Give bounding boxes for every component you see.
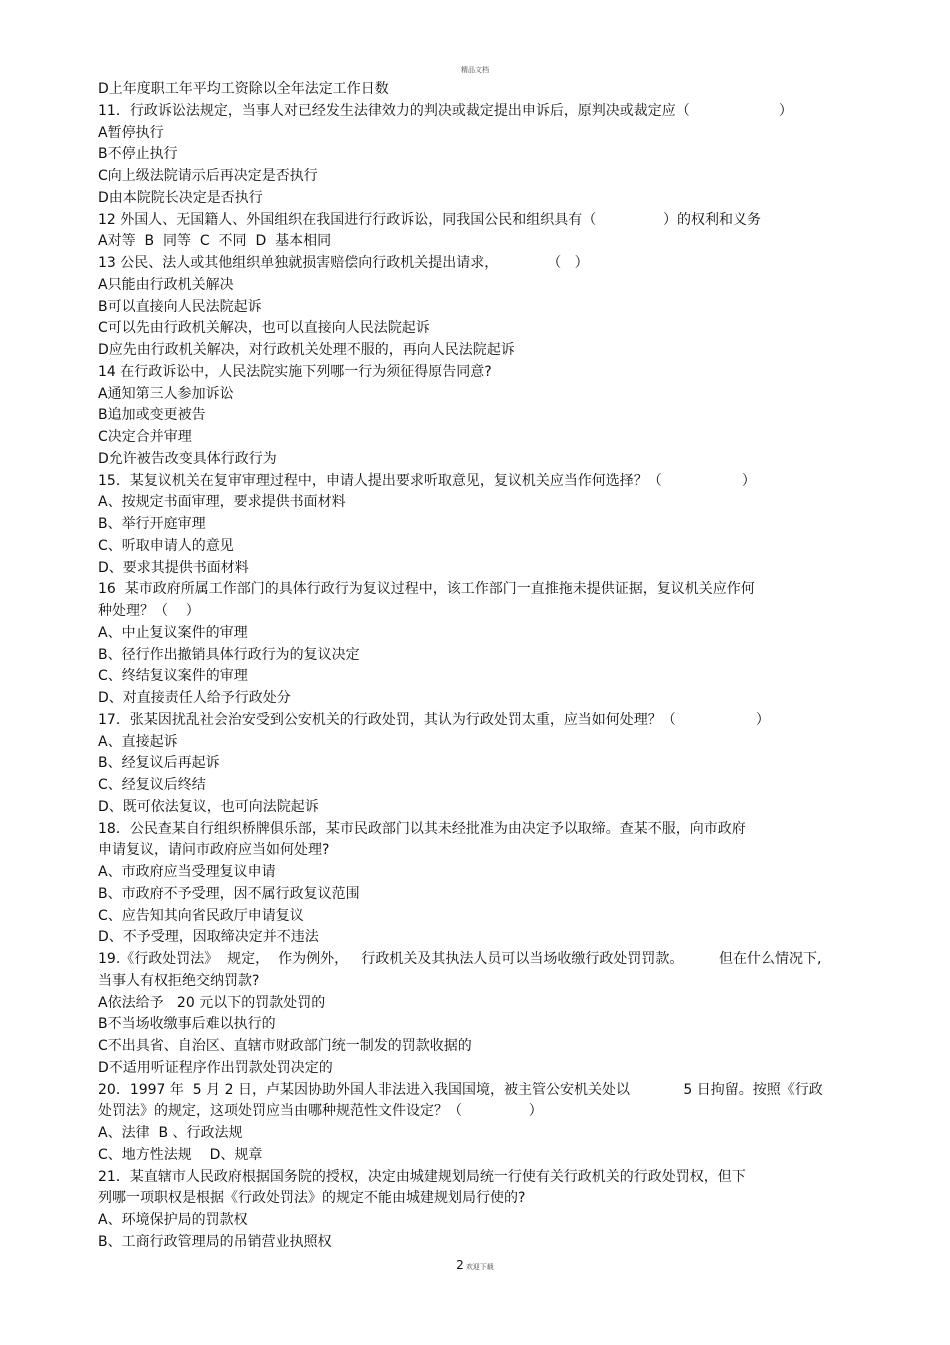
text-line: C向上级法院请示后再决定是否执行 bbox=[98, 168, 318, 184]
page-footer bbox=[0, 1258, 950, 1274]
text-line: C、经复议后终结 bbox=[98, 777, 206, 793]
text-line: C、终结复议案件的审理 bbox=[98, 668, 248, 685]
text-line: A、市政府应当受理复议申请 bbox=[98, 864, 276, 880]
text-line: B、举行开庭审理 bbox=[98, 516, 206, 532]
text-line: B可以直接向人民法院起诉 bbox=[98, 298, 262, 315]
text-line: B、径行作出撤销具体行政行为的复议决定 bbox=[98, 646, 360, 663]
page-header: 精品文档 bbox=[461, 66, 489, 74]
text-line: D上年度职工年平均工资除以全年法定工作日数 bbox=[98, 81, 389, 97]
text-line: 15．某复议机关在复审审理过程中，申请人提出要求听取意见，复议机关应当作何选择？（ ） bbox=[98, 472, 756, 489]
document-body bbox=[98, 79, 888, 1254]
text-line: 14 在行政诉讼中，人民法院实施下列哪一行为须征得原告同意? bbox=[98, 363, 492, 380]
text-line: 处罚法》的规定，这项处罚应当由哪种规范性文件设定？（ ） bbox=[98, 1103, 543, 1120]
text-line: 16 某市政府所属工作部门的具体行政行为复议过程中，该工作部门一直推拖未提供证据，复议机关应作何 bbox=[98, 581, 755, 598]
text-line: C、应告知其向省民政厅申请复议 bbox=[98, 907, 304, 924]
text-line: 19.《行政处罚法》 规定， 作为例外， 行政机关及其执法人员可以当场收缴行政处罚罚款。 但在什么情况下, bbox=[98, 951, 822, 967]
text-line: D、既可依法复议，也可向法院起诉 bbox=[98, 798, 319, 815]
page-number: 2 bbox=[456, 1258, 464, 1272]
text-line: D、要求其提供书面材料 bbox=[98, 559, 249, 576]
text-line: A、法律 B 、行政法规 bbox=[98, 1125, 243, 1141]
text-line: D允许被告改变具体行政行为 bbox=[98, 450, 277, 467]
text-line: A只能由行政机关解决 bbox=[98, 276, 234, 293]
text-line: A暂停执行 bbox=[98, 124, 164, 141]
text-line: 列哪一项职权是根据《行政处罚法》的规定不能由城建规划局行使的? bbox=[98, 1190, 526, 1207]
text-line: D由本院院长决定是否执行 bbox=[98, 189, 263, 206]
text-line: A、按规定书面审理，要求提供书面材料 bbox=[98, 494, 346, 511]
text-line: 20．1997 年 5 月 2 日，卢某因协助外国人非法进入我国国境，被主管公安机关处以 5 日拘留。按照《行政 bbox=[98, 1081, 823, 1098]
text-line: 申请复议，请问市政府应当如何处理? bbox=[98, 842, 330, 859]
text-line: 当事人有权拒绝交纳罚款? bbox=[98, 972, 260, 989]
text-line: 18．公民查某自行组织桥牌俱乐部，某市民政部门以其未经批准为由决定予以取缔。查某不服，向市政府 bbox=[98, 820, 746, 837]
text-line: C、地方性法规 D、规章 bbox=[98, 1146, 263, 1163]
text-line: C决定合并审理 bbox=[98, 429, 192, 445]
text-line: B、工商行政管理局的吊销营业执照权 bbox=[98, 1233, 332, 1250]
text-line: 17．张某因扰乱社会治安受到公安机关的行政处罚，其认为行政处罚太重，应当如何处理？（ ） bbox=[98, 711, 770, 728]
text-line: B、市政府不予受理，因不属行政复议范围 bbox=[98, 885, 360, 902]
text-line: D、不予受理，因取缔决定并不违法 bbox=[98, 929, 319, 946]
text-line: 12 外国人、无国籍人、外国组织在我国进行行政诉讼，同我国公民和组织具有（ ）的权利和义务 bbox=[98, 211, 762, 228]
text-line: 13 公民、法人或其他组织单独就损害赔偿向行政机关提出请求， （ ） bbox=[98, 255, 589, 271]
text-line: C可以先由行政机关解决，也可以直接向人民法院起诉 bbox=[98, 320, 430, 337]
text-line: B、经复议后再起诉 bbox=[98, 755, 220, 772]
text-line: B不当场收缴事后难以执行的 bbox=[98, 1016, 276, 1033]
text-line: A对等 B 同等 C 不同 D 基本相同 bbox=[98, 233, 332, 250]
text-line: A依法给予 20 元以下的罚款处罚的 bbox=[98, 994, 326, 1011]
text-line: B不停止执行 bbox=[98, 146, 178, 163]
text-line: D应先由行政机关解决，对行政机关处理不服的，再向人民法院起诉 bbox=[98, 342, 515, 358]
text-line: 21．某直辖市人民政府根据国务院的授权，决定由城建规划局统一行使有关行政机关的行政处罚权，但下 bbox=[98, 1168, 746, 1185]
text-line: 种处理？（ ） bbox=[98, 603, 200, 619]
text-line: C、听取申请人的意见 bbox=[98, 537, 234, 554]
text-line: D不适用听证程序作出罚款处罚决定的 bbox=[98, 1059, 333, 1076]
text-line: A、中止复议案件的审理 bbox=[98, 624, 248, 641]
text-line: A、环境保护局的罚款权 bbox=[98, 1212, 248, 1228]
text-line: 11．行政诉讼法规定，当事人对已经发生法律效力的判决或裁定提出申诉后，原判决或裁定应（ ） bbox=[98, 102, 793, 119]
text-line: A、直接起诉 bbox=[98, 733, 178, 750]
footer-label: 欢迎下载 bbox=[465, 1263, 494, 1271]
text-line: A通知第三人参加诉讼 bbox=[98, 385, 234, 402]
text-line: D、对直接责任人给予行政处分 bbox=[98, 690, 291, 706]
text-line: B追加或变更被告 bbox=[98, 407, 206, 424]
text-line: C不出具省、自治区、直辖市财政部门统一制发的罚款收据的 bbox=[98, 1038, 472, 1054]
